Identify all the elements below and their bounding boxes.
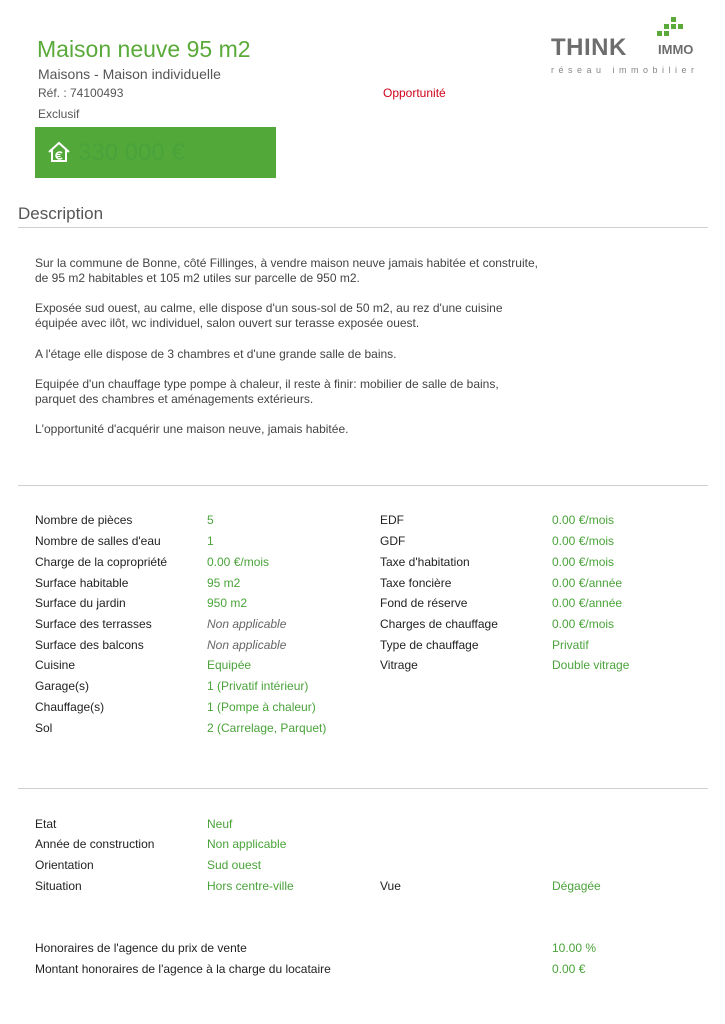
fee-value: 0.00 € [552,962,586,976]
feature-label: Chauffage(s) [35,700,105,714]
fee-label: Honoraires de l'agence du prix de vente [35,941,247,955]
feature-value: 0.00 €/mois [552,513,615,527]
feature-label: Nombre de salles d'eau [35,534,161,548]
divider [18,788,708,789]
feature-value: 1 (Privatif intérieur) [207,679,309,693]
condition-label: Orientation [35,858,94,872]
feature-value: 1 [207,534,214,548]
condition-value: Non applicable [207,837,287,851]
description-paragraph: Exposée sud ouest, au calme, elle dispose d'un sous-sol de 50 m2, au rez d'une cuisine équipée avec ilôt, wc individuel, salon ouvert sur terasse exposée ouest. [35,301,503,330]
fee-value: 10.00 % [552,941,597,955]
price-value: 330 000 € [78,139,185,166]
feature-label: Sol [35,721,53,735]
feature-label: Surface habitable [35,576,129,590]
feature-value: Equipée [207,658,252,672]
brand-suffix: IMMO [658,42,694,57]
feature-value: 950 m2 [207,596,248,610]
feature-label: Surface du jardin [35,596,126,610]
feature-label: EDF [380,513,404,527]
description-paragraph: Equipée d'un chauffage type pompe à chaleur, il reste à finir: mobilier de salle de bains, parquet des chambres et aménagements extérieurs. [35,377,499,406]
feature-label: Taxe d'habitation [380,555,470,569]
feature-value: 0.00 €/mois [207,555,270,569]
condition-value: Sud ouest [207,858,262,872]
brand-tagline: réseau immobilier [551,65,699,75]
feature-label: Taxe foncière [380,576,452,590]
feature-value: 95 m2 [207,576,241,590]
feature-label: Surface des terrasses [35,617,152,631]
feature-value: Non applicable [207,638,287,652]
listing-title: Maison neuve 95 m2 [37,36,251,62]
description-paragraph: A l'étage elle dispose de 3 chambres et d'une grande salle de bains. [35,347,397,361]
feature-label: Charge de la copropriété [35,555,168,569]
feature-label: Fond de réserve [380,596,468,610]
condition-label: Etat [35,817,57,831]
feature-label: GDF [380,534,406,548]
feature-value: Non applicable [207,617,287,631]
feature-label: Vitrage [380,658,418,672]
price-banner [35,127,276,178]
feature-value: Double vitrage [552,658,630,672]
feature-value: 0.00 €/mois [552,534,615,548]
feature-value: 0.00 €/année [552,576,623,590]
description-heading: Description [18,204,104,223]
feature-value: 0.00 €/année [552,596,623,610]
feature-label: Garage(s) [35,679,90,693]
view-label: Vue [380,879,401,893]
fee-label: Montant honoraires de l'agence à la charge du locataire [35,962,331,976]
house-euro-icon [47,140,71,164]
divider [18,227,708,228]
opportunity-badge: Opportunité [383,86,446,100]
condition-label: Année de construction [35,837,155,851]
reference-number: Réf. : 74100493 [38,86,124,100]
brand-name: THINK [551,34,627,61]
condition-value: Neuf [207,817,233,831]
feature-value: 0.00 €/mois [552,555,615,569]
feature-label: Cuisine [35,658,76,672]
description-paragraph: L'opportunité d'acquérir une maison neuve, jamais habitée. [35,422,349,436]
feature-value: 0.00 €/mois [552,617,615,631]
feature-value: Privatif [552,638,589,652]
feature-value: 1 (Pompe à chaleur) [207,700,316,714]
view-value: Dégagée [552,879,601,893]
condition-value: Hors centre-ville [207,879,294,893]
feature-value: 2 (Carrelage, Parquet) [207,721,327,735]
description-paragraph: Sur la commune de Bonne, côté Fillinges, à vendre maison neuve jamais habitée et construite, de 95 m2 habitables et 105 m2 utiles sur parcelle de 950 m2. [35,256,538,285]
feature-label: Surface des balcons [35,638,144,652]
exclusive-badge: Exclusif [38,107,80,121]
brand-logo [545,14,713,78]
condition-label: Situation [35,879,82,893]
divider [18,485,708,486]
feature-value: 5 [207,513,214,527]
feature-label: Type de chauffage [380,638,479,652]
listing-category: Maisons - Maison individuelle [38,66,221,82]
feature-label: Charges de chauffage [380,617,498,631]
feature-label: Nombre de pièces [35,513,133,527]
